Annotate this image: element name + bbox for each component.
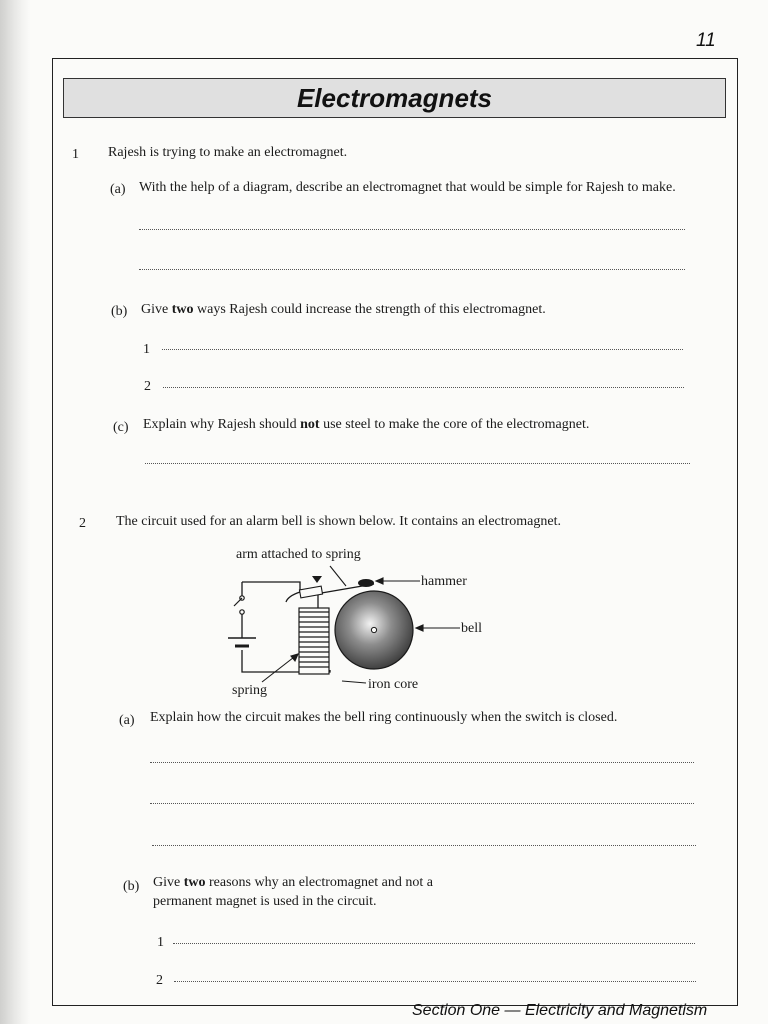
q1b-text: Give two ways Rajesh could increase the strength of this electromagnet. xyxy=(141,302,546,317)
q2b-label: (b) xyxy=(123,879,140,894)
q2-stem: The circuit used for an alarm bell is shown below. It contains an electromagnet. xyxy=(116,514,561,529)
contact-screw-icon xyxy=(312,576,322,583)
arm-icon xyxy=(299,586,322,598)
page-number: 11 xyxy=(696,30,716,51)
title-banner xyxy=(63,78,726,118)
diagram-label-bell: bell xyxy=(461,621,482,636)
diagram-label-arm: arm attached to spring xyxy=(236,547,361,562)
q2b-answer-line-2[interactable] xyxy=(174,981,696,982)
q1c-answer-line[interactable] xyxy=(145,463,690,464)
q2b-answer-number-2: 2 xyxy=(156,973,163,988)
worksheet-frame xyxy=(52,58,738,1006)
diagram-label-spring: spring xyxy=(232,683,267,698)
q1b-answer-number-2: 2 xyxy=(144,379,151,394)
q1b-answer-number-1: 1 xyxy=(143,342,150,357)
q2b-answer-line-1[interactable] xyxy=(173,943,695,944)
q2b-text-line2: permanent magnet is used in the circuit. xyxy=(153,894,377,909)
q2b-text: Give two reasons why an electromagnet and not a xyxy=(153,875,433,890)
q2a-answer-line-1[interactable] xyxy=(150,762,694,763)
q1-number: 1 xyxy=(72,147,79,162)
battery-icon xyxy=(228,638,256,646)
diagram-label-hammer: hammer xyxy=(421,574,467,589)
coil-icon xyxy=(299,608,329,674)
q1a-label: (a) xyxy=(110,182,126,197)
q1c-label: (c) xyxy=(113,420,129,435)
binding-shadow xyxy=(0,0,30,1024)
footer-section: Section One — Electricity and Magnetism xyxy=(412,1002,708,1019)
q1-stem: Rajesh is trying to make an electromagnet. xyxy=(108,145,348,160)
diagram-label-iron-core: iron core xyxy=(368,677,419,692)
q2b-answer-number-1: 1 xyxy=(157,935,164,950)
page-title: Electromagnets xyxy=(296,82,493,113)
q1b-answer-line-1[interactable] xyxy=(162,349,683,350)
q1a-answer-line-1[interactable] xyxy=(139,229,685,230)
q2a-answer-line-3[interactable] xyxy=(152,845,696,846)
q1a-text: With the help of a diagram, describe an electromagnet that would be simple for Rajesh to make. xyxy=(139,180,676,195)
q2a-answer-line-2[interactable] xyxy=(150,803,694,804)
alarm-bell-circuit-diagram xyxy=(220,540,520,700)
q2-number: 2 xyxy=(79,516,86,531)
q2a-text: Explain how the circuit makes the bell ring continuously when the switch is closed. xyxy=(150,710,618,725)
q1a-answer-line-2[interactable] xyxy=(139,269,685,270)
q1b-answer-line-2[interactable] xyxy=(163,387,684,388)
q1c-text: Explain why Rajesh should not use steel to make the core of the electromagnet. xyxy=(143,417,590,432)
q2a-label: (a) xyxy=(119,713,135,728)
switch-icon xyxy=(234,596,244,614)
hammer-icon xyxy=(358,579,374,587)
q1b-label: (b) xyxy=(111,304,128,319)
